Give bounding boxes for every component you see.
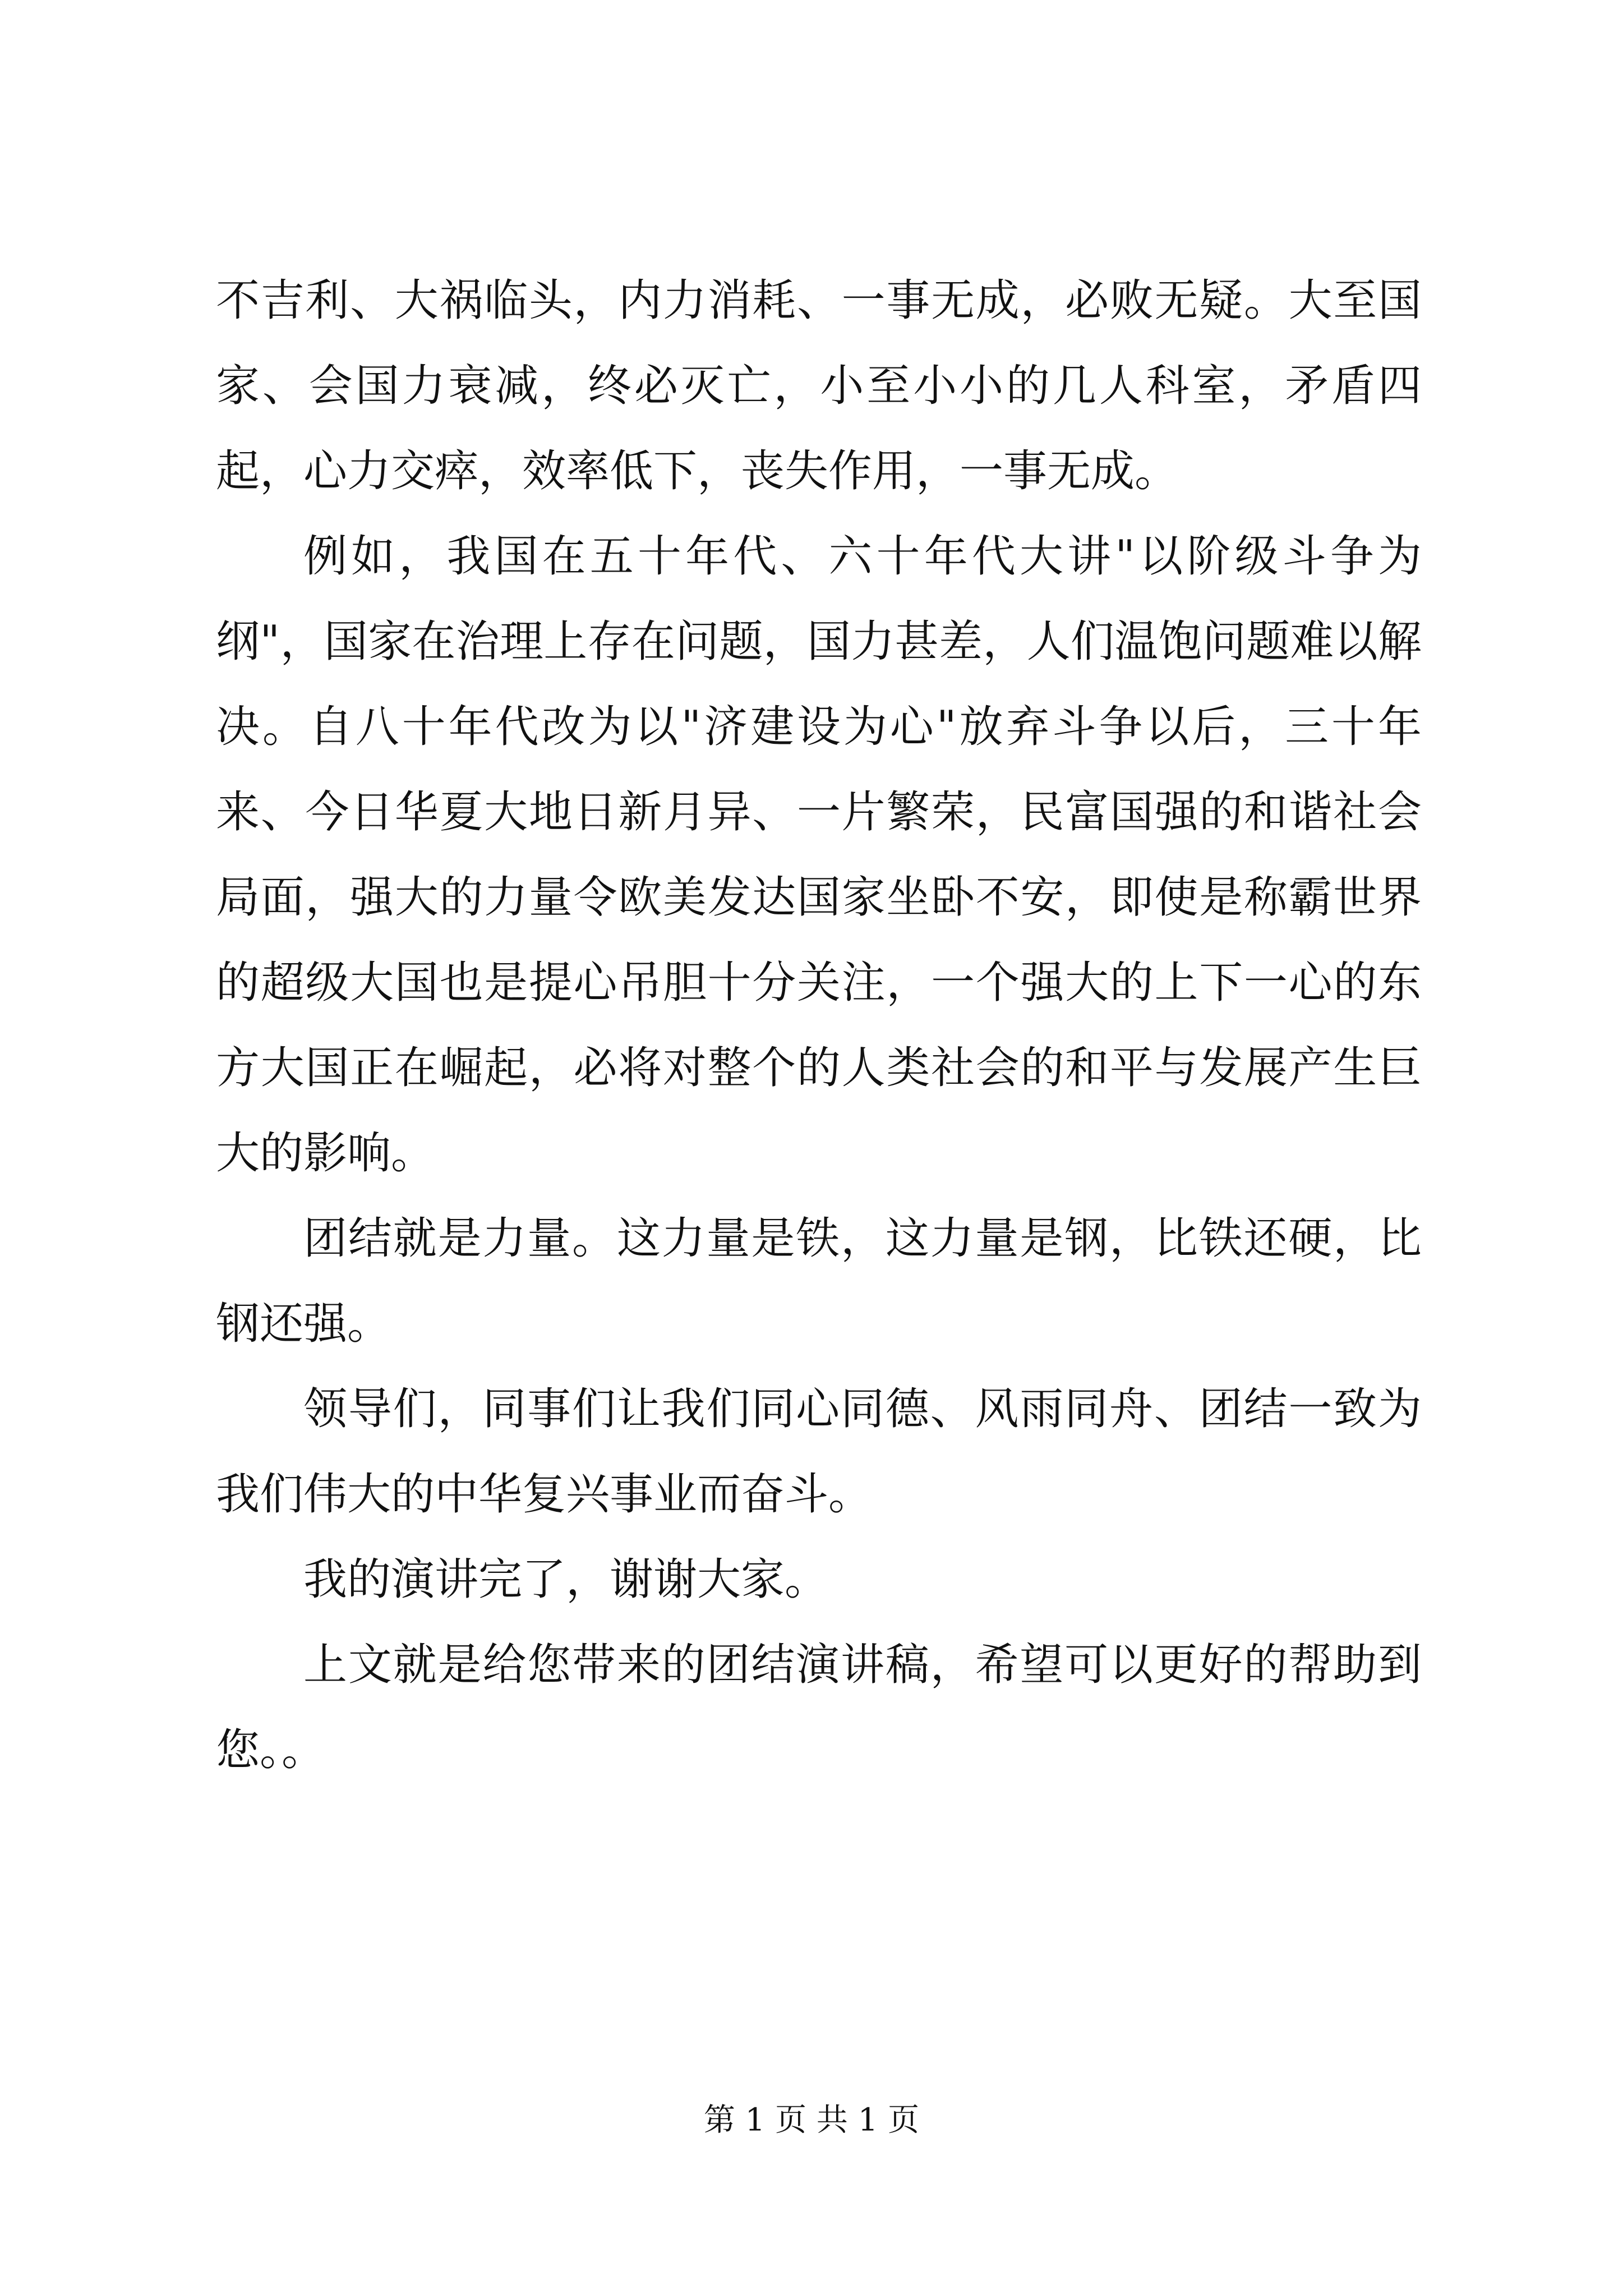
page-footer: 第 1 页 共 1 页 — [703, 2102, 920, 2138]
paragraph-4: 领导们，同事们让我们同心同德、风雨同舟、团结一致为我们伟大的中华复兴事业而奋斗。 — [216, 1384, 1422, 1520]
body-text — [216, 258, 1422, 1793]
paragraph-1: 不吉利、大祸临头，内力消耗、一事无成，必败无疑。大至国家、会国力衰减，终必灭亡，小至小小的几人科室，矛盾四起，心力交瘁，效率低下，丧失作用，一事无成。 — [216, 275, 1422, 496]
paragraph-2: 例如，我国在五十年代、六十年代大讲"以阶级斗争为纲"，国家在治理上存在问题，国力甚差，人们温饱问题难以解决。自八十年代改为以"济建设为心"放弃斗争以后，三十年来、今日华夏大地日新月异、一片繁荣，民富国强的和谐社会局面，强大的力量令欧美发达国家坐卧不安，即使是称霸世界的超级大国也是提心吊胆十分关注，一个强大的上下一心的东方大国正在崛起，必将对整个的人类社会的和平与发展产生巨大的影响。 — [216, 531, 1422, 1179]
paragraph-3: 团结就是力量。这力量是铁，这力量是钢，比铁还硬，比钢还强。 — [216, 1213, 1422, 1349]
paragraph-5: 我的演讲完了，谢谢大家。 — [303, 1554, 829, 1605]
paragraph-6: 上文就是给您带来的团结演讲稿，希望可以更好的帮助到您。。 — [216, 1640, 1422, 1775]
